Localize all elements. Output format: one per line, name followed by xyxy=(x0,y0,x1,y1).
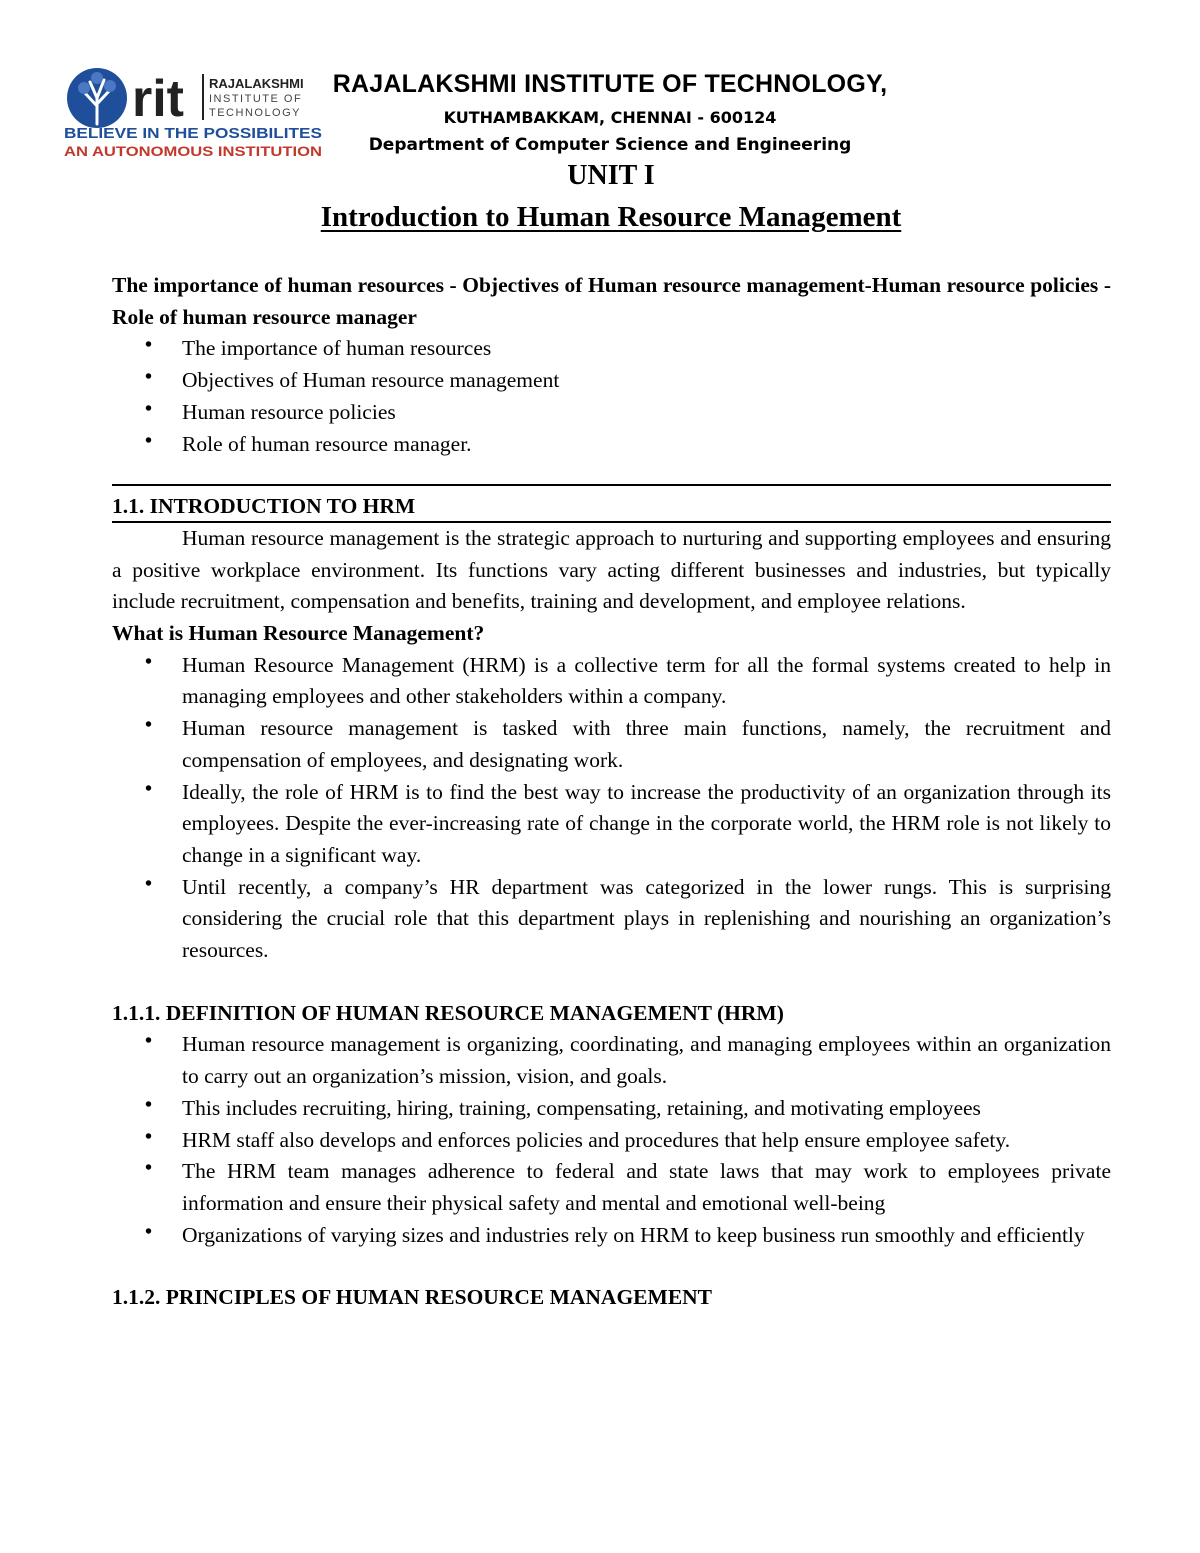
section-heading-1-1-2: 1.1.2. PRINCIPLES OF HUMAN RESOURCE MANAGEMENT xyxy=(112,1285,713,1310)
syllabus-list xyxy=(112,333,1111,460)
section-heading-1-1: 1.1. INTRODUCTION TO HRM xyxy=(112,494,416,519)
section-heading-1-1-1: 1.1.1. DEFINITION OF HUMAN RESOURCE MANAGEMENT (HRM) xyxy=(112,1000,784,1025)
logo-mark: rit xyxy=(132,70,184,128)
list-item: • Until recently, a company’s HR department was categorized in the lower rungs. This is surprising considering the crucial role that this department plays in replenishing and nourishing an organization’s resources. xyxy=(112,872,1111,967)
list-item: • Human resource management is tasked with three main functions, namely, the recruitment and compensation of employees, and designating work. xyxy=(112,713,1111,776)
intro-paragraph: Human resource management is the strategic approach to nurturing and supporting employees and ensuring a positive workplace environment. Its functions vary acting different businesses and industries, but typically include recruitment, compensation and benefits, training and development, and employee relations. xyxy=(112,525,1111,614)
logo-line-2: INSTITUTE OF xyxy=(209,93,303,105)
list-item: • Role of human resource manager. xyxy=(112,429,1111,461)
logo-line-3: TECHNOLOGY xyxy=(209,107,302,119)
definition-bullet-list xyxy=(112,1029,1111,1251)
list-item: • This includes recruiting, hiring, training, compensating, retaining, and motivating employees xyxy=(112,1093,1111,1125)
logo-subtag: AN AUTONOMOUS INSTITUTION xyxy=(64,143,322,159)
department-name: Department of Computer Science and Engineering xyxy=(368,135,852,155)
list-item: • The importance of human resources xyxy=(112,333,1111,365)
hrm-bullet-list xyxy=(112,650,1111,967)
logo-tagline: BELIEVE IN THE POSSIBILITES xyxy=(64,125,322,142)
question-heading: What is Human Resource Management? xyxy=(112,621,485,646)
list-item: • Human resource management is organizing, coordinating, and managing employees within an organization to carry out an organization’s mission, vision, and goals. xyxy=(112,1029,1111,1092)
divider xyxy=(112,484,1111,486)
logo-line-1: RAJALAKSHMI xyxy=(209,76,304,91)
list-item: • Human Resource Management (HRM) is a collective term for all the formal systems created to help in managing employees and other stakeholders within a company. xyxy=(112,650,1111,713)
list-item: • Human resource policies xyxy=(112,397,1111,429)
list-item: • Ideally, the role of HRM is to find the best way to increase the productivity of an organization through its employees. Despite the ever-increasing rate of change in the corporate world, the HRM role is not likely to change in a significant way. xyxy=(112,777,1111,872)
document-body xyxy=(112,270,1111,1314)
globe-tree-icon xyxy=(67,68,127,128)
document-title: Introduction to Human Resource Management xyxy=(320,201,902,233)
institute-logo xyxy=(62,66,328,160)
list-item: • HRM staff also develops and enforces policies and procedures that help ensure employee safety. xyxy=(112,1125,1111,1157)
list-item: • Organizations of varying sizes and industries rely on HRM to keep business run smoothly and efficiently xyxy=(112,1220,1111,1252)
list-item: • The HRM team manages adherence to federal and state laws that may work to employees private information and ensure their physical safety and mental and emotional well-being xyxy=(112,1156,1111,1219)
list-item: • Objectives of Human resource management xyxy=(112,365,1111,397)
unit-label: UNIT I xyxy=(567,160,655,191)
institute-name: RAJALAKSHMI INSTITUTE OF TECHNOLOGY, xyxy=(332,70,888,98)
institute-address: KUTHAMBAKKAM, CHENNAI - 600124 xyxy=(443,108,777,127)
syllabus-summary: The importance of human resources - Objectives of Human resource management-Human resource policies - Role of human resource manager xyxy=(112,273,1111,329)
